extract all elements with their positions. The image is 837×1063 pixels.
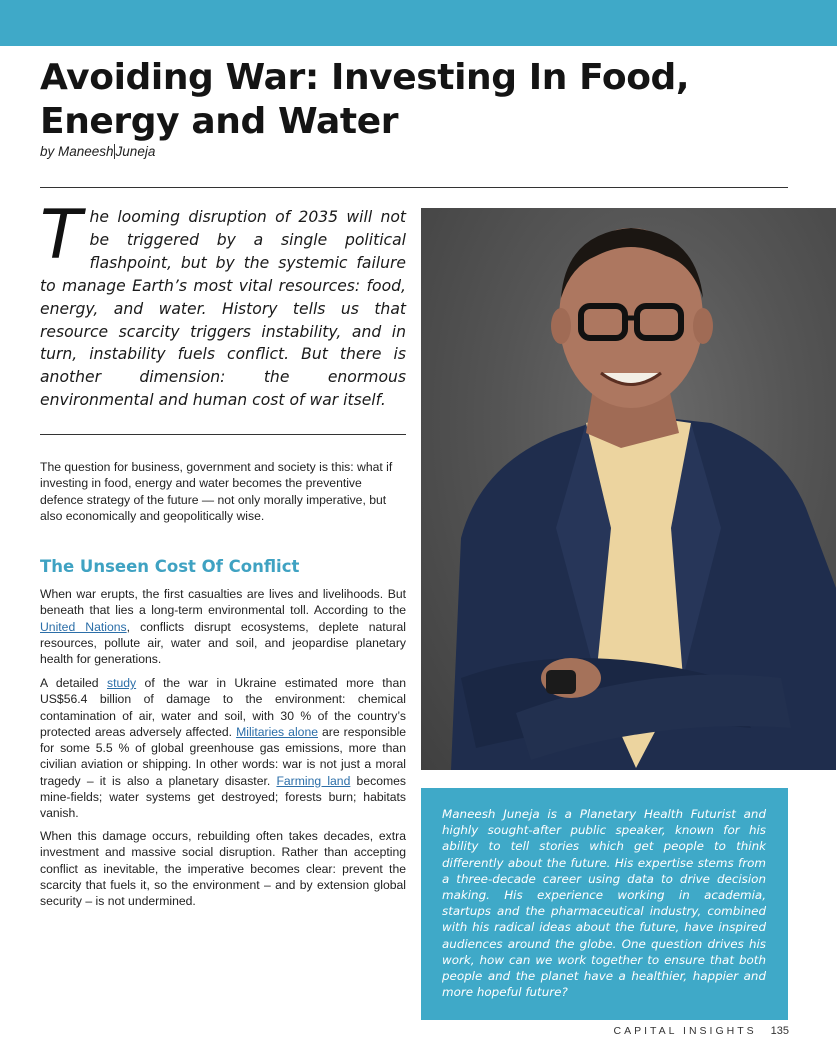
author-bio-box bbox=[421, 788, 788, 1020]
portrait-illustration bbox=[421, 208, 836, 770]
text-span: of the war in Ukraine estimated more than US$56.4 billion of damage to the environment: chemical contamination of air, water and soil, with 30 % of the country’s protected areas adversely affected. bbox=[40, 676, 407, 739]
article-title: Avoiding War: Investing In Food, Energy and Water bbox=[40, 57, 690, 142]
section-heading: The Unseen Cost Of Conflict bbox=[40, 557, 300, 576]
intro-divider bbox=[40, 434, 406, 435]
link-united-nations[interactable]: United Nations bbox=[40, 619, 127, 634]
body-paragraph-3: When this damage occurs, rebuilding often takes decades, extra investment and massive social disruption. Rather than accepting conflict as inevitable, the imperative becomes clear: prevent the scarcity that fuels it, so the environment – and by extension global security – is not undermined. bbox=[40, 829, 406, 909]
body-paragraph-1 bbox=[40, 586, 406, 667]
link-militaries-alone[interactable]: Militaries alone bbox=[236, 724, 318, 739]
top-divider bbox=[40, 187, 788, 188]
text-span: , conflicts disrupt ecosystems, deplete natural resources, pollute air, water and soil, and jeopardise planetary health for generations. bbox=[40, 619, 406, 667]
intro-text: he looming disruption of 2035 will not be triggered by a single political flashpoint, but by the systemic failure to manage Earth’s most vital resources: food, energy, and water. History tells us that resource scarcity triggers instability, and in turn, instability fuels conflict. But there is another dimension: the enormous environmental and human cost of war itself. bbox=[40, 208, 406, 410]
byline bbox=[40, 144, 155, 159]
publication-name: CAPITAL INSIGHTS bbox=[613, 1025, 757, 1037]
text-span: When war erupts, the first casualties are lives and livelihoods. But beneath that lies a long-term environmental toll. According to the bbox=[40, 587, 406, 618]
text-span: becomes mine-fields; water systems get destroyed; forests burn; habitats vanish. bbox=[40, 773, 406, 821]
lede-paragraph: The question for business, government and society is this: what if investing in food, energy and water becomes the preventive defence strategy of the future — not only morally imperative, but also economically and geopolitically wise. bbox=[40, 460, 393, 523]
link-farming-land[interactable]: Farming land bbox=[276, 773, 351, 788]
drop-cap: T bbox=[40, 196, 82, 275]
author-photo bbox=[421, 208, 836, 770]
body-paragraph-2 bbox=[40, 675, 406, 822]
intro-paragraph bbox=[40, 196, 406, 412]
author-bio-text: Maneesh Juneja is a Planetary Health Futurist and highly sought-after public speaker, known for his ability to tell stories which get people to think differently about the future. His expertise stems from a three-decade career using data to drive decision making. His experience working in academia, startups and the pharmaceutical industry, combined with his radical ideas about the future, have inspired audiences around the globe. One question drives his work, how can we work together to ensure that both people and the planet have a healthier, happier and more hopeful future? bbox=[442, 807, 766, 1000]
page-footer bbox=[614, 1025, 789, 1037]
byline-author: Juneja bbox=[115, 144, 156, 159]
text-span: are responsible for some 5.5 % of global greenhouse gas emissions, more than civilian aviation or shipping. In other words: war is not just a moral tragedy – it is also a planetary disaster. bbox=[40, 724, 406, 788]
link-study[interactable]: study bbox=[106, 676, 137, 690]
top-accent-bar bbox=[0, 0, 837, 46]
text-span: A detailed bbox=[40, 676, 107, 690]
byline-prefix: by Maneesh bbox=[40, 144, 114, 159]
page-number: 135 bbox=[770, 1025, 789, 1037]
